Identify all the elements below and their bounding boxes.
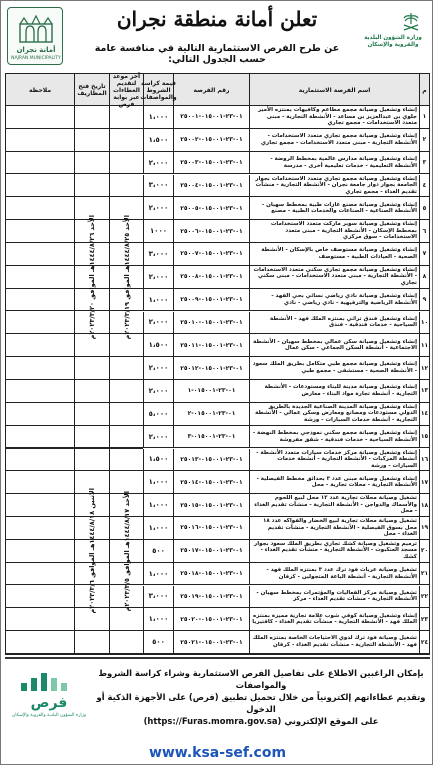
opportunity-ref: ٠١-٢٣-٠١٥٠٠١-٢٥٠٢١ — [173, 631, 249, 653]
opportunity-ref: ٠١-٢٣-٠١٥٠٠١-٢٥٠٠٣ — [173, 152, 249, 174]
booklet-price: ٣،٠٠٠ — [143, 243, 173, 265]
opportunity-ref: ٠١-٢٣-٠١٥٠٠١-٢٥٠١١ — [173, 334, 249, 356]
last-date-cell-text: الأحد ١٤٤٤/٨/٢٥هـ الموافق ٢٠٢٣/٣/١٩م — [122, 214, 131, 339]
ministry-name-line2: والقروية والإسكان — [367, 42, 419, 48]
opportunity-ref: ٠١-٢٣-٠١٥٠٠١-٢٥٠٠١ — [173, 106, 249, 128]
booklet-price: ١،٠٠٠ — [143, 471, 173, 493]
footer-line3: على الموقع الإلكتروني — [284, 716, 379, 726]
row-number: ١٦ — [419, 449, 429, 471]
row-number: ٥ — [419, 197, 429, 219]
header-num: م — [419, 74, 429, 106]
row-number: ١٢ — [419, 357, 429, 379]
row-number: ١٤ — [419, 403, 429, 425]
opportunity-ref: ٠١-٢٣-٠١٥٠٠١-٢٥٠١٢ — [173, 357, 249, 379]
header-remarks: ملاحظة — [28, 86, 52, 94]
page-subtitle: عن طرح الفرص الاستثمارية التالية في منافسة عامة حسب الجدول التالي: — [94, 43, 340, 65]
footer-line2: وتقديم عطاءاتهم إلكترونياً من خلال تحميل تطبيق (فرص) على الأجهزة الذكية أو الدخول — [96, 692, 426, 714]
footer-notice — [96, 667, 426, 727]
booklet-price: ٥٠٠ — [143, 540, 173, 562]
last-date-cell — [109, 449, 143, 655]
open-date-cell-text: الأحد ١٤٤٤/٨/٢٦هـ الموافق ٢٠٢٣/٣/٢٠م — [88, 214, 96, 339]
open-date-cell — [74, 449, 109, 655]
header-price: قيمة كراسة الشروط والمواصفات — [143, 74, 173, 106]
opportunity-ref: ٠١-٢٣-٠١٥٠٠١-٢٥٠١٠ — [173, 312, 249, 334]
row-number: ٣ — [419, 152, 429, 174]
opportunity-name: تشغيل وصيانة مركز الفعاليات والمؤتمرات بمخطط سهيان - الأنشطة التجارية - منشآت تقديم الغذاء - مركز — [249, 586, 419, 608]
footer — [5, 657, 430, 739]
booklet-price: ١،٠٠٠ — [143, 289, 173, 311]
opportunity-name: إنشاء وتشغيل وصيانة مدارس عالمية بمخطط الروضة - الأنشطة التعليمية - خدمات تعليمية أخرى - مدرسة — [249, 152, 419, 174]
row-number: ٢ — [419, 129, 429, 151]
opportunity-ref: ٠١-٢٣-٠١٥٠٠١-٢٥٠٠٧ — [173, 243, 249, 265]
remarks-cell — [6, 106, 74, 449]
booklet-price: ٢،٠٠٠ — [143, 266, 173, 288]
booklet-price: ١،٠٠٠ — [143, 106, 173, 128]
amana-najran-logo — [7, 7, 63, 65]
arch-building-icon — [18, 14, 54, 44]
row-number: ١٠ — [419, 312, 429, 334]
booklet-price: ١،٠٠٠ — [143, 494, 173, 516]
opportunity-name: تشغيل وصيانة عربات فود ترك عدد ٣ بمنتزه الملك فهد - الأنشطة التجارية - أنشطة الباعة المتجولين - كرفان — [249, 563, 419, 585]
opportunity-name: إنشاء وتشغيل وصيانة كوفي شوب علامة تجارية مميزة بمنتزه الملك فهد - الأنشطة التجارية - منشآت تقديم الغذاء - كافتيريا — [249, 608, 419, 630]
row-number: ٤ — [419, 175, 429, 197]
row-number: ١٥ — [419, 426, 429, 448]
opportunity-name: إنشاء وتشغيل وصيانة مستوصف خاص بالإسكان - الأنشطة الصحية - العيادات الطبية - مستوصف — [249, 243, 419, 265]
opportunity-ref: ٠١-٢٣-٠١٥٠٠١-٢٥٠٠٤ — [173, 175, 249, 197]
row-number: ١ — [419, 106, 429, 128]
booklet-price: ٣،٠٠٠ — [143, 586, 173, 608]
row-number: ٢٤ — [419, 631, 429, 653]
booklet-price: ١،٠٠٠ — [143, 517, 173, 539]
site-watermark: www.ksa-sef.com — [148, 745, 287, 761]
booklet-price: ١،٥٠٠ — [143, 129, 173, 151]
opportunity-name: إنشاء وتشغيل وصيانة سوبر ماركت متعدد الاستخدامات بمخطط الإسكان - الأنشطة التجارية - مبنى متعدد الاستخدامات - سوق مركزي — [249, 220, 419, 242]
header-open-date: تاريخ فتح المظاريف — [74, 74, 109, 106]
row-number: ١٣ — [419, 380, 429, 402]
booklet-price: ١،٥٠٠ — [143, 334, 173, 356]
last-date-cell-text: الأحد ١٤٤٤/٨/١٧هـ الموافق ٢٠٢٣/٣/٥م — [122, 490, 131, 611]
open-date-cell — [74, 106, 109, 449]
opportunity-ref: ٠١-٢٣-٠١٥٠٠١-٢٥٠٠٥ — [173, 197, 249, 219]
opportunity-ref: ٠١-٢٣-٠١٥٠٠١-٢٥٠٠٨ — [173, 266, 249, 288]
opportunity-name: إنشاء وتشغيل فندق تراثي بمنتزه الملك فهد - الأنشطة السياحية - خدمات فندقية - فندق — [249, 312, 419, 334]
opportunity-name: إنشاء وتشغيل وصيانة مدينة للبناء ومستودعات - الأنشطة التجارية - أنشطة تجارة مواد البناء - معارض — [249, 380, 419, 402]
opportunity-name: تشغيل وصيانة فود ترك لذوي الاحتياجات الخاصة بمنتزه الملك فهد - الأنشطة التجارية - منشآت تقديم الغذاء - كرفان — [249, 631, 419, 653]
opportunity-ref: ٠١-٢٣-٠١٥٠٠١-٢٥٠١٥ — [173, 494, 249, 516]
opportunity-name: إنشاء وتشغيل وصيانة مجمع مطاعم وكافيهات بمنتزه الأمير جلوي بن عبدالعزيز بن مساعد - الأنشطة التجارية - مبنى متعدد الاستخدامات - مجمع تجاري — [249, 106, 419, 128]
booklet-price: ٢،٠٠٠ — [143, 197, 173, 219]
row-number: ٧ — [419, 243, 429, 265]
opportunity-ref: ٠١-٢٣-٠١٥٠٠١-٢ — [173, 403, 249, 425]
opportunity-ref: ٠١-٢٣-٠١٥٠٠١-٢٥٠٠٦ — [173, 220, 249, 242]
booklet-price: ٥٠٠ — [143, 631, 173, 653]
opportunity-name: تشغيل وصيانة محلات تجارية لبيع الخضار والفواكه عدد ١٨ محل بسوق الفيصلية - الأنشطة التجارية - منشآت تقديم الغذاء - محل — [249, 517, 419, 539]
opportunity-ref: ٠١-٢٣-٠١٥٠٠١-١ — [173, 380, 249, 402]
open-date-cell-text: الاثنين ١٤٤٤/٨/١٨هـ الموافق ٢٠٢٣/٣/٦م — [88, 488, 96, 614]
booklet-price: ١٠٠٠ — [143, 220, 173, 242]
row-number: ٢١ — [419, 563, 429, 585]
opportunity-name: ترميم وتشغيل وصيانة كشك تجاري بطريق الملك سعود بجوار مسجد العنكبوت - الأنشطة التجارية - منشآت تقديم الغذاء - كشك — [249, 540, 419, 562]
booklet-price: ٢،٠٠٠ — [143, 380, 173, 402]
opportunity-name: تشغيل وصيانة محلات تجارية عدد ١٢ محل لبيع اللحوم والأسماك والدواجن - الأنشطة التجارية - منشآت تقديم الغذاء - محل — [249, 494, 419, 516]
amana-logo-sub: NAJRAN MUNICIPALITY — [11, 56, 61, 61]
row-number: ٨ — [419, 266, 429, 288]
booklet-price: ١،٥٠٠ — [143, 449, 173, 471]
opportunity-ref: ٠١-٢٣-٠١٥٠٠١-٢٥٠٠٢ — [173, 129, 249, 151]
furas-logo-sub: وزارة الشؤون البلدية والقروية والإسكان — [11, 713, 87, 718]
opportunity-name: إنشاء وتشغيل وصيانة نادي رياضي نسائي بحي الفهد - الأنشطة الرياضية والترفيهية - نادي رياضي - نادي — [249, 289, 419, 311]
booklet-price: ١،٠٠٠ — [143, 563, 173, 585]
opportunity-ref: ٠١-٢٣-٠١٥٠٠١-٢٥٠٢٠ — [173, 608, 249, 630]
booklet-price: ٢،٠٠٠ — [143, 312, 173, 334]
ministry-name-line1: وزارة الشؤون البلدية — [364, 35, 422, 41]
palm-swords-icon — [400, 11, 422, 33]
row-number: ١٧ — [419, 471, 429, 493]
furas-bars-icon — [17, 669, 77, 693]
booklet-price: ٢،٠٠٠ — [143, 152, 173, 174]
furas-logo-text: فرص — [30, 695, 68, 711]
row-number: ٢٠ — [419, 540, 429, 562]
row-number: ١٨ — [419, 494, 429, 516]
table-header — [6, 74, 429, 106]
furas-url-link[interactable]: (https://Furas.momra.gov.sa) — [143, 716, 282, 726]
opportunity-name: إنشاء وتشغيل وصيانة مركز خدمات سيارات متعدد الأنشطة - أنشطة المركبات - الأنشطة التجارية - أنشطة خدمات السيارات - ورشة — [249, 449, 419, 471]
furas-logo — [9, 665, 89, 725]
row-number: ١٩ — [419, 517, 429, 539]
last-date-cell — [109, 106, 143, 449]
opportunity-name: إنشاء وتشغيل وصيانة مجمع تجاري متعدد الاستخدامات بجوار الجامعة بجوار دوار جامعة نجران - الأنشطة التجارية - منشآت تقديم الغذاء - مجمع تجاري — [249, 175, 419, 197]
row-number: ٢٢ — [419, 586, 429, 608]
opportunity-ref: ٠١-٢٣-٠١٥٠٠١-٣ — [173, 426, 249, 448]
page-title: تعلن أمانة منطقة نجران — [116, 7, 318, 31]
booklet-price: ٢،٠٠٠ — [143, 357, 173, 379]
opportunity-ref: ٠١-٢٣-٠١٥٠٠١-٢٥٠١٩ — [173, 586, 249, 608]
row-number: ٦ — [419, 220, 429, 242]
opportunities-table — [5, 73, 430, 655]
footer-line1: بإمكان الراغبين الاطلاع على تفاصيل الفرص الاستثمارية وشراء كراسة الشروط والمواصفات — [98, 668, 424, 690]
booklet-price: ٥،٠٠٠ — [143, 403, 173, 425]
opportunity-name: إنشاء وتشغيل وصيانة مبنى عدد ٣ بحدائق مخطط الفيصلية - الأنشطة التجارية - محلات تجارية - محل — [249, 471, 419, 493]
opportunity-ref: ٠١-٢٣-٠١٥٠٠١-٢٥٠١٣ — [173, 449, 249, 471]
remarks-cell — [6, 449, 74, 655]
booklet-price: ٢،٠٠٠ — [143, 426, 173, 448]
opportunity-name: إنشاء وتشغيل وصيانة مجمع تجاري سكني متعدد الاستخدامات - الأنشطة التجارية - مبنى متعدد الاستخدامات - مبنى سكني تجاري — [249, 266, 419, 288]
row-number: ٢٣ — [419, 608, 429, 630]
opportunity-ref: ٠١-٢٣-٠١٥٠٠١-٢٥٠١٦ — [173, 517, 249, 539]
opportunity-ref: ٠١-٢٣-٠١٥٠٠١-٢٥٠١٧ — [173, 540, 249, 562]
header — [5, 5, 430, 71]
header-ref: رقم الفرصة — [173, 74, 249, 106]
opportunity-ref: ٠١-٢٣-٠١٥٠٠١-٢٥٠١٤ — [173, 471, 249, 493]
opportunity-ref: ٠١-٢٣-٠١٥٠٠١-٢٥٠١٨ — [173, 563, 249, 585]
opportunity-ref: ٠١-٢٣-٠١٥٠٠١-٢٥٠٠٩ — [173, 289, 249, 311]
row-number: ٩ — [419, 289, 429, 311]
ministry-logo — [356, 5, 430, 63]
row-number: ١١ — [419, 334, 429, 356]
opportunity-name: إنشاء وتشغيل وصيانة مصنع غازات طبية بمخطط سهيان - الأنشطة الصناعية - الصناعات والخدمات الطبية - مصنع — [249, 197, 419, 219]
booklet-price: ١،٠٠٠ — [143, 608, 173, 630]
opportunity-name: إنشاء وتشغيل وصيانة المدينة الصناعية الجديدة بالطريق الدولي مستودعات ومصانع ومعارض وسكن عمالي - الأنشطة التجارية - أنشطة خدمات السيارات - ورشة — [249, 403, 419, 425]
opportunity-name: إنشاء وتشغيل وصيانة مجمع تجاري متعدد الاستخدامات - الأنشطة التجارية - مبنى متعدد الاستخدامات - مجمع تجاري — [249, 129, 419, 151]
booklet-price: ٣،٠٠٠ — [143, 175, 173, 197]
opportunity-name: إنشاء وتشغيل وصيانة مجمع طبي متكامل بطريق الملك سعود - الأنشطة الصحية - مستشفى - مجمع طبي — [249, 357, 419, 379]
header-name: اسم الفرصة الاستثمارية — [249, 74, 419, 106]
amana-logo-text: أمانة نجران — [16, 46, 56, 54]
header-last-date: آخر موعد لتقديم العطاءات عبر بوابة فرص — [109, 74, 143, 106]
opportunity-name: إنشاء وتشغيل وصيانة سكن عمالي بمخطط سهيان - الأنشطة الاجتماعية - أنشطة السكن الجماعي - سكن عمال — [249, 334, 419, 356]
opportunity-name: إنشاء وتشغيل وصيانة مجمع سكني نموذجي بمخطط النهضة - الأنشطة السياحية - خدمات فندقية - شقق مفروشة — [249, 426, 419, 448]
